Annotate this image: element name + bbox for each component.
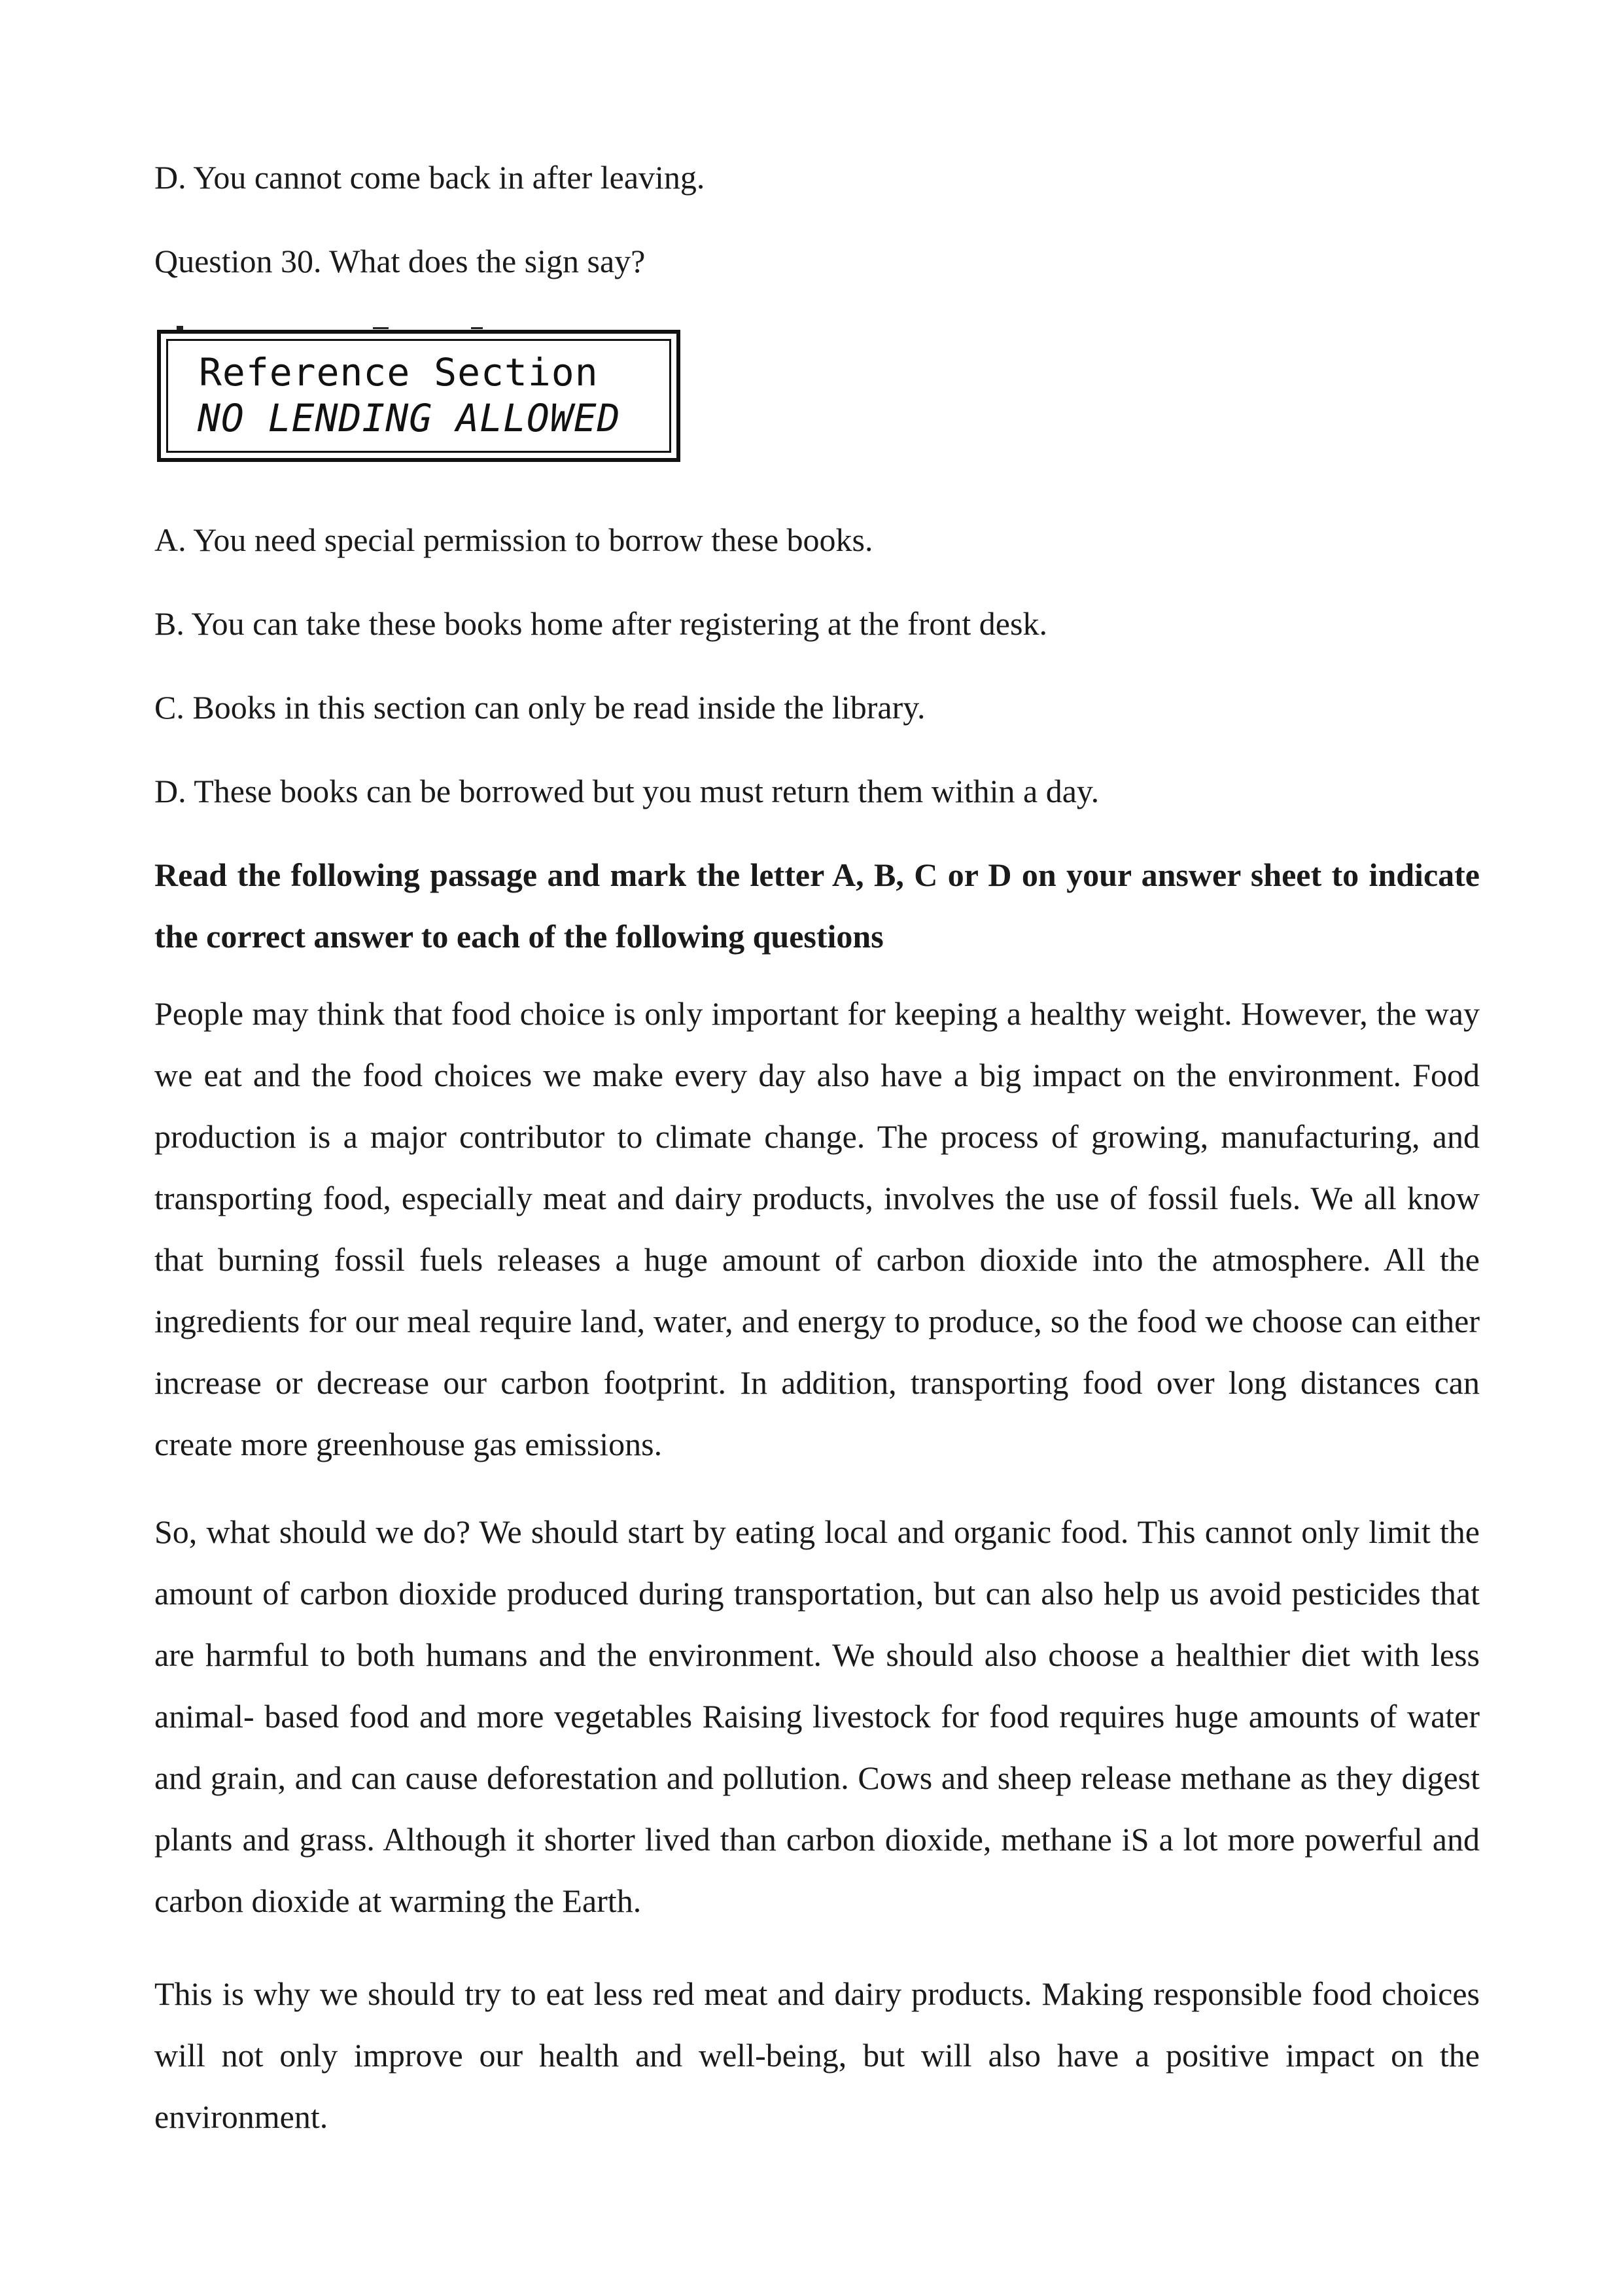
sign-scan-mark <box>373 327 389 329</box>
reference-section-sign-image <box>157 326 680 462</box>
option-a: A. You need special permission to borrow these books. <box>154 521 873 558</box>
question-prompt: Question 30. What does the sign say? <box>154 243 646 279</box>
reading-instruction: Read the following passage and mark the letter A, B, C or D on your answer sheet to indicate the correct answer to each of the following questions <box>154 857 1480 955</box>
previous-option-d: D. You cannot come back in after leaving. <box>154 159 705 196</box>
passage-paragraph-2: So, what should we do? We should start by eating local and organic food. This cannot only limit the amount of carbon dioxide produced during transportation, but can also help us avoid pesticides that are harmful to both humans and the environment. We should also choose a healthier diet with less animal- based food and more vegetables Raising livestock for food requires huge amounts of water and grain, and can cause deforestation and pollution. Cows and sheep release methane as they digest plants and grass. Although it shorter lived than carbon dioxide, methane iS a lot more powerful and carbon dioxide at warming the Earth. <box>154 1513 1480 1919</box>
option-d: D. These books can be borrowed but you must return them within a day. <box>154 773 1100 809</box>
sign-scan-mark <box>471 327 483 329</box>
option-b: B. You can take these books home after registering at the front desk. <box>154 605 1047 642</box>
passage-paragraph-3: This is why we should try to eat less red meat and dairy products. Making responsible food choices will not only improve our health and well-being, but will also have a positive impact on the environment. <box>154 1975 1480 2135</box>
sign-subtitle: NO LENDING ALLOWED <box>198 396 621 440</box>
sign-title: Reference Section <box>199 350 599 395</box>
option-c: C. Books in this section can only be read inside the library. <box>154 689 926 726</box>
passage-paragraph-1: People may think that food choice is only important for keeping a healthy weight. However, the way we eat and the food choices we make every day also have a big impact on the environment. Food production is a major contributor to climate change. The process of growing, manufacturing, and transporting food, especially meat and dairy products, involves the use of fossil fuels. We all know that burning fossil fuels releases a huge amount of carbon dioxide into the atmosphere. All the ingredients for our meal require land, water, and energy to produce, so the food we choose can either increase or decrease our carbon footprint. In addition, transporting food over long distances can create more greenhouse gas emissions. <box>154 995 1480 1462</box>
